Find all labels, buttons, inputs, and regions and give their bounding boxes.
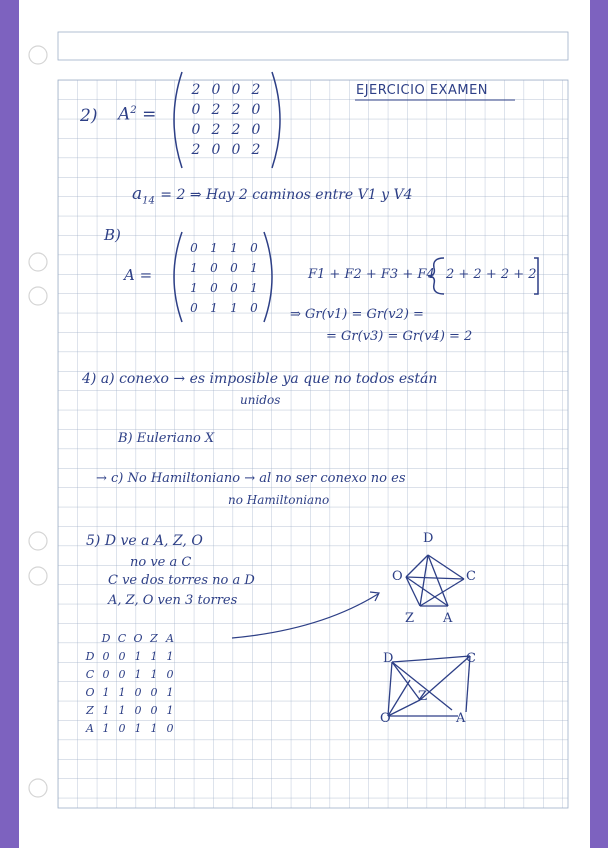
- table-cell: 0: [134, 686, 142, 699]
- graph1-node-A: A: [443, 611, 453, 626]
- table-cell: 1: [102, 704, 110, 717]
- matrix-cell: 1: [190, 261, 198, 275]
- row-sum-expression: F1 + F2 + F3 + F4: [308, 267, 435, 282]
- graph2-node-C: C: [466, 651, 476, 666]
- matrix-cell: 0: [250, 301, 258, 315]
- a14-subscript: 14: [142, 195, 155, 207]
- table-cell: 1: [102, 686, 110, 699]
- matrix-a-name: A: [118, 104, 131, 125]
- graph1-node-Z: Z: [405, 611, 415, 626]
- table-header-cell: D: [101, 632, 111, 645]
- table-cell: 1: [134, 668, 142, 681]
- matrix-cell: 2: [251, 142, 261, 158]
- table-cell: 1: [166, 704, 174, 717]
- ex4-part-c-line-2: no Hamiltoniano: [228, 493, 330, 507]
- table-cell: 1: [102, 722, 110, 735]
- matrix-cell: 2: [231, 122, 241, 138]
- table-cell: 1: [166, 686, 174, 699]
- table-cell: 0: [166, 668, 174, 681]
- matrix-cell: 0: [230, 261, 238, 275]
- matrix-cell: 0: [231, 142, 241, 158]
- table-cell: 0: [102, 650, 110, 663]
- exercise-title: EJERCICIO EXAMEN: [356, 83, 489, 98]
- ex5-line-4: A, Z, O ven 3 torres: [108, 593, 238, 608]
- exercise-2-label: 2): [80, 106, 98, 126]
- matrix-cell: 1: [230, 301, 238, 315]
- matrix-a-label: A =: [124, 266, 153, 284]
- matrix-cell: 0: [210, 261, 218, 275]
- table-row-label: O: [85, 686, 95, 699]
- matrix-cell: 0: [230, 281, 238, 295]
- table-cell: 1: [134, 722, 142, 735]
- table-row-label: A: [86, 722, 94, 735]
- matrix-cell: 0: [190, 301, 198, 315]
- table-cell: 0: [150, 704, 158, 717]
- table-cell: 0: [118, 650, 126, 663]
- table-cell: 1: [118, 704, 126, 717]
- table-cell: 0: [102, 668, 110, 681]
- matrix-cell: 1: [250, 281, 258, 295]
- ex5-line-1: 5) D ve a A, Z, O: [86, 533, 203, 549]
- matrix-cell: 0: [251, 102, 261, 118]
- matrix-a: [184, 238, 264, 318]
- graph2-node-Z: Z: [418, 689, 428, 704]
- matrix-cell: 2: [191, 82, 201, 98]
- exponent: 2: [130, 105, 137, 116]
- table-header-cell: A: [166, 632, 174, 645]
- table-cell: 0: [134, 704, 142, 717]
- table-cell: 1: [150, 722, 158, 735]
- matrix-cell: 0: [211, 82, 221, 98]
- ex4-part-c-line-1: → c) No Hamiltoniano → al no ser conexo no es: [96, 471, 406, 486]
- ex5-line-3: C ve dos torres no a D: [108, 573, 255, 588]
- table-cell: 1: [166, 650, 174, 663]
- matrix-a-squared-symbol: [118, 106, 156, 124]
- right-purple-margin: [590, 0, 608, 848]
- equals-sign: =: [142, 104, 157, 125]
- matrix-cell: 2: [211, 102, 221, 118]
- ex4-part-a-line-1: 4) a) conexo → es imposible ya que no todos están: [82, 371, 438, 387]
- matrix-cell: 1: [210, 301, 218, 315]
- left-purple-margin: [0, 0, 19, 848]
- matrix-cell: 1: [230, 241, 238, 255]
- a14-statement: [132, 186, 413, 206]
- matrix-a-squared: [186, 80, 266, 160]
- table-cell: 0: [118, 668, 126, 681]
- table-header-cell: C: [117, 632, 127, 645]
- ex5-line-2: no ve a C: [130, 555, 192, 570]
- matrix-cell: 1: [250, 261, 258, 275]
- matrix-cell: 0: [191, 122, 201, 138]
- ex4-part-a-line-2: unidos: [240, 393, 281, 407]
- matrix-cell: 2: [191, 142, 201, 158]
- matrix-cell: 0: [231, 82, 241, 98]
- matrix-cell: 0: [190, 241, 198, 255]
- matrix-cell: 0: [211, 142, 221, 158]
- ex4-part-b: B) Euleriano X: [118, 431, 215, 446]
- table-cell: 0: [150, 686, 158, 699]
- table-cell: 0: [118, 722, 126, 735]
- row-sum-values: 2 + 2 + 2 + 2: [446, 267, 537, 282]
- a14-symbol: a: [132, 184, 143, 204]
- graph1-node-D: D: [423, 531, 434, 546]
- table-header-cell: Z: [150, 632, 158, 645]
- matrix-cell: 0: [210, 281, 218, 295]
- a14-text: = 2 ⇒ Hay 2 caminos entre V1 y V4: [160, 187, 413, 203]
- graph2-node-D: D: [383, 651, 394, 666]
- graph2-node-O: O: [380, 711, 391, 726]
- graph2-node-A: A: [456, 711, 466, 726]
- table-row-label: D: [85, 650, 95, 663]
- matrix-cell: 0: [251, 122, 261, 138]
- degree-line-1: ⇒ Gr(v1) = Gr(v2) =: [290, 307, 424, 322]
- table-cell: 1: [118, 686, 126, 699]
- degree-line-2: = Gr(v3) = Gr(v4) = 2: [326, 329, 473, 344]
- table-cell: 1: [150, 668, 158, 681]
- table-cell: 1: [134, 650, 142, 663]
- matrix-cell: 2: [211, 122, 221, 138]
- matrix-cell: 1: [190, 281, 198, 295]
- matrix-cell: 0: [250, 241, 258, 255]
- graph1-node-C: C: [466, 569, 476, 584]
- matrix-cell: 0: [191, 102, 201, 118]
- table-row-label: C: [85, 668, 95, 681]
- part-b-label: B): [104, 226, 121, 244]
- table-cell: 1: [150, 650, 158, 663]
- table-header-cell: O: [133, 632, 143, 645]
- table-cell: 0: [166, 722, 174, 735]
- table-corner: [82, 630, 98, 648]
- table-row-label: Z: [86, 704, 94, 717]
- matrix-cell: 2: [251, 82, 261, 98]
- matrix-cell: 2: [231, 102, 241, 118]
- graph1-node-O: O: [392, 569, 403, 584]
- matrix-cell: 1: [210, 241, 218, 255]
- adjacency-table: [82, 630, 178, 738]
